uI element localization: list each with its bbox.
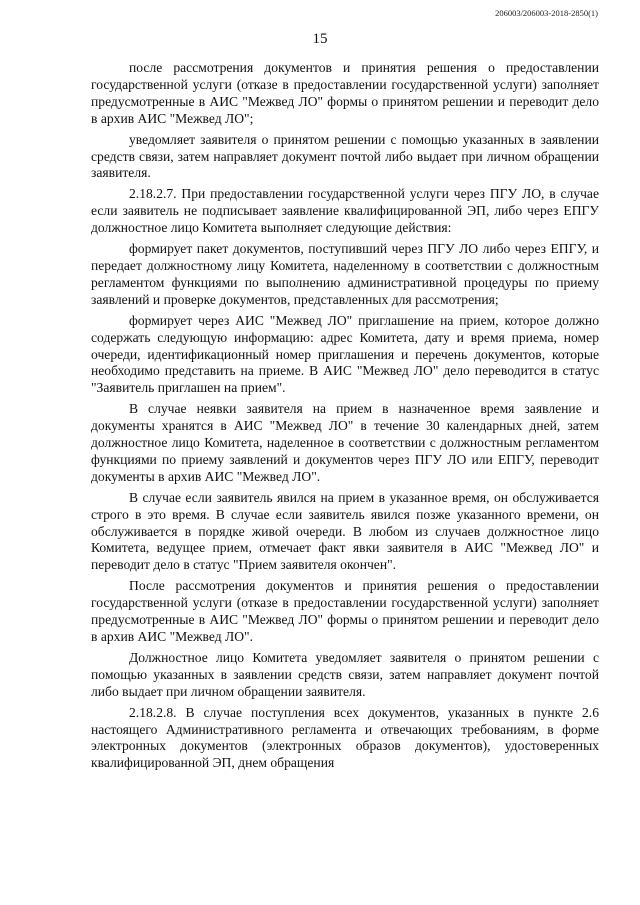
paragraph: 2.18.2.8. В случае поступления всех документов, указанных в пункте 2.6 настоящего Административного регламента и отвечающих требованиям, в форме электронных документов (электронных образов документов), удостоверенных квалифицированной ЭП, днем обращения (91, 704, 599, 771)
paragraph: После рассмотрения документов и принятия решения о предоставлении государственной услуги (отказе в предоставлении государственной услуги) заполняет предусмотренные в АИС "Межвед ЛО" формы о принятом решении и переводит дело в архив АИС "Межвед ЛО". (91, 578, 599, 644)
paragraph: 2.18.2.7. При предоставлении государственной услуги через ПГУ ЛО, в случае если заявитель не подписывает заявление квалифицированной ЭП, либо через ЕПГУ должностное лицо Комитета выполняет следующие действия: (91, 186, 599, 236)
document-id: 206003/206003-2018-2850(1) (495, 8, 598, 18)
paragraph: формирует пакет документов, поступивший через ПГУ ЛО либо через ЕПГУ, и передает должностному лицу Комитета, наделенному в соответствии с должностным регламентом функциями по выполнению административной процедуры по приему заявлений и проверке документов, представленных для рассмотрения; (91, 241, 599, 307)
paragraph: В случае неявки заявителя на прием в назначенное время заявление и документы хранятся в АИС "Межвед ЛО" в течение 30 календарных дней, затем должностное лицо Комитета, наделенное в соответствии с должностным регламентом функциями по приему заявлений и документов через ПГУ ЛО или ЕПГУ, переводит документы в архив АИС "Межвед ЛО". (91, 401, 599, 484)
paragraph: Должностное лицо Комитета уведомляет заявителя о принятом решении с помощью указанных в заявлении средств связи, затем направляет документ почтой либо выдает при личном обращении заявителя. (91, 649, 599, 699)
paragraph: после рассмотрения документов и принятия решения о предоставлении государственной услуги (отказе в предоставлении государственной услуги) заполняет предусмотренные в АИС "Межвед ЛО" формы о принятом решении и переводит дело в архив АИС "Межвед ЛО"; (91, 60, 599, 126)
document-body (91, 60, 599, 776)
paragraph: формирует через АИС "Межвед ЛО" приглашение на прием, которое должно содержать следующую информацию: адрес Комитета, дату и время приема, номер очереди, идентификационный номер приглашения и перечень документов, которые необходимо представить на приеме. В АИС "Межвед ЛО" дело переводится в статус "Заявитель приглашен на прием". (91, 312, 599, 396)
page-number: 15 (312, 31, 328, 47)
paragraph: уведомляет заявителя о принятом решении с помощью указанных в заявлении средств связи, затем направляет документ почтой либо выдает при личном обращении заявителя. (91, 131, 599, 181)
paragraph: В случае если заявитель явился на прием в указанное время, он обслуживается строго в это время. В случае если заявитель явился позже указанного времени, он обслуживается в порядке живой очереди. В любом из случаев должностное лицо Комитета, ведущее прием, отмечает факт явки заявителя в АИС "Межвед ЛО" и переводит дело в статус "Прием заявителя окончен". (91, 489, 599, 573)
